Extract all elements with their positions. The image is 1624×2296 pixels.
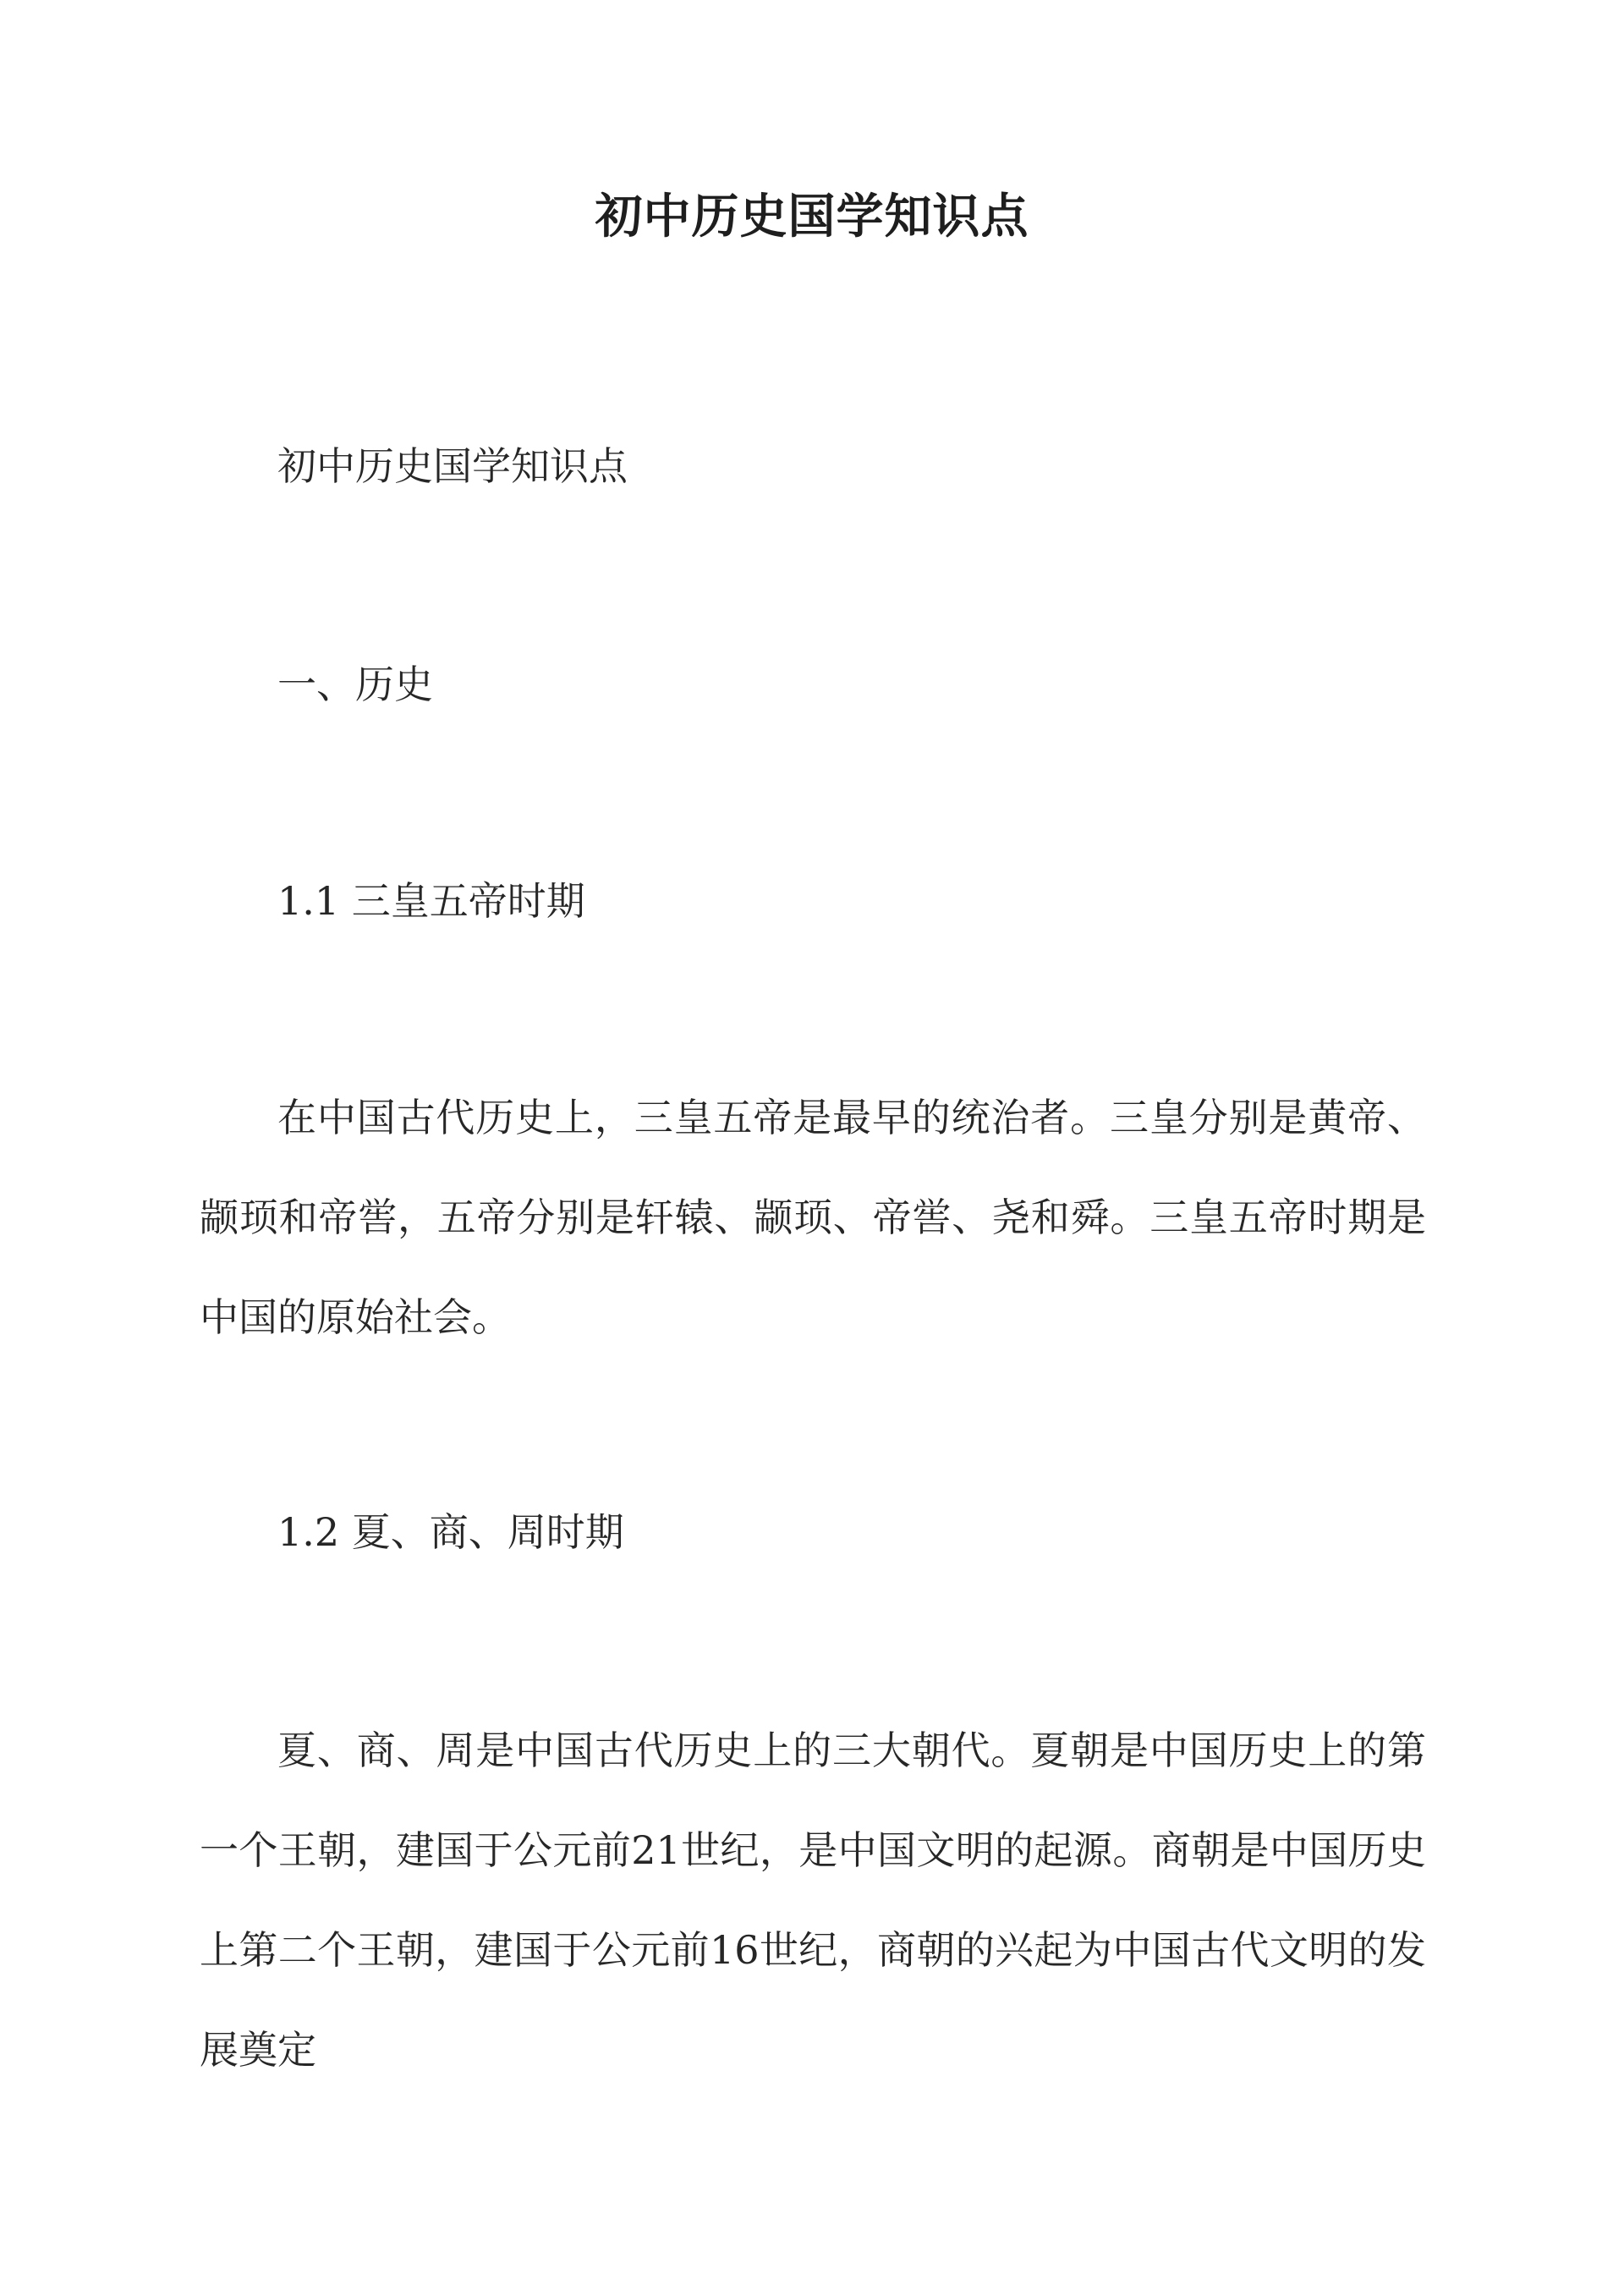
section-heading-history: 一、历史 [277,662,433,707]
section-heading-xia-shang-zhou: 1.2 夏、商、周时期 [277,1509,624,1555]
paragraph-three-sovereigns: 在中国古代历史上，三皇五帝是最早的统治者。三皇分别是黄帝、颛顼和帝喾，五帝分别是轩辕、颛顼、帝喾、尧和舜。三皇五帝时期是中国的原始社会。 [200,1095,1426,1340]
paragraph-xia-shang-zhou: 夏、商、周是中国古代历史上的三大朝代。夏朝是中国历史上的第一个王朝，建国于公元前21世纪，是中国文明的起源。商朝是中国历史上第二个王朝，建国于公元前16世纪，商朝的兴起为中国古代文明的发展奠定 [200,1727,1426,2073]
section-heading-three-sovereigns: 1.1 三皇五帝时期 [277,878,585,924]
subtitle-heading: 初中历史国学知识点 [277,443,628,489]
document-title: 初中历史国学知识点 [595,189,1029,244]
